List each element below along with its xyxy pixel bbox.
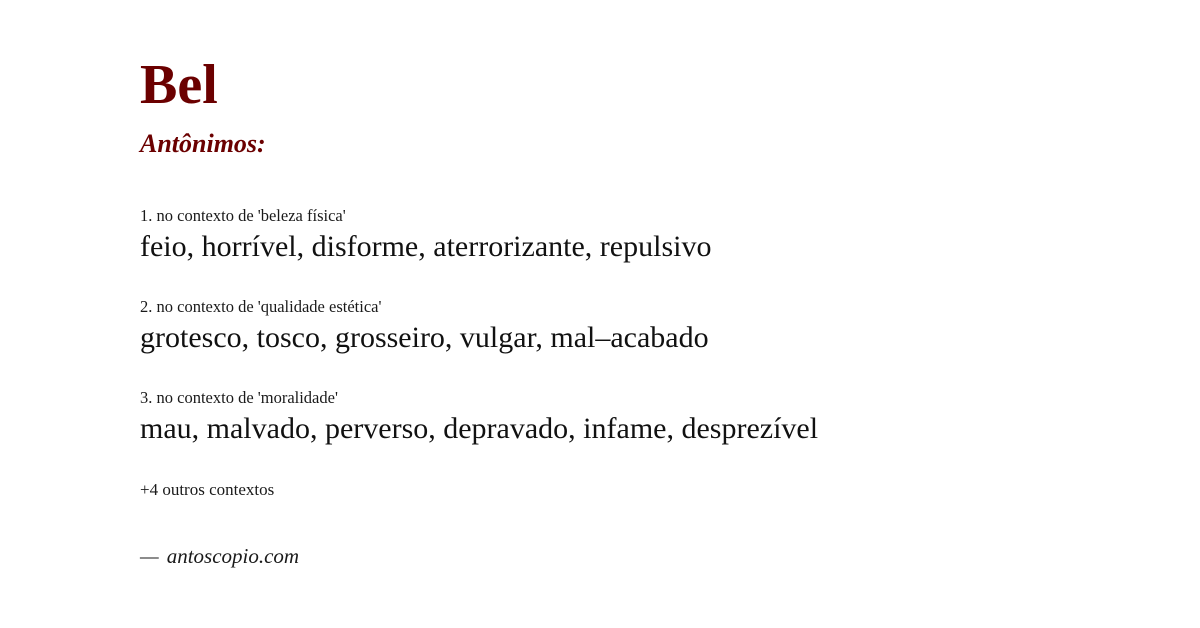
sense-entry bbox=[140, 387, 1120, 448]
sense-context-label: 3. no contexto de 'moralidade' bbox=[140, 387, 338, 407]
sense-context-label: 1. no contexto de 'beleza física' bbox=[140, 205, 346, 225]
sense-list bbox=[140, 205, 1120, 448]
section-subtitle: Antônimos: bbox=[140, 128, 266, 158]
sense-antonyms: feio, horrível, disforme, aterrorizante, repulsivo bbox=[140, 230, 712, 264]
source-name: antoscopio.com bbox=[166, 543, 300, 568]
sense-context-label: 2. no contexto de 'qualidade estética' bbox=[140, 296, 382, 316]
more-contexts-note: +4 outros contextos bbox=[140, 479, 275, 499]
em-dash: — bbox=[140, 543, 159, 568]
page-title: Bel bbox=[140, 54, 218, 116]
sense-antonyms: mau, malvado, perverso, depravado, infame, desprezível bbox=[140, 412, 819, 446]
sense-entry bbox=[140, 296, 1120, 357]
source-attribution bbox=[140, 544, 1120, 569]
sense-antonyms: grotesco, tosco, grosseiro, vulgar, mal–acabado bbox=[140, 321, 709, 355]
sense-entry bbox=[140, 205, 1120, 266]
